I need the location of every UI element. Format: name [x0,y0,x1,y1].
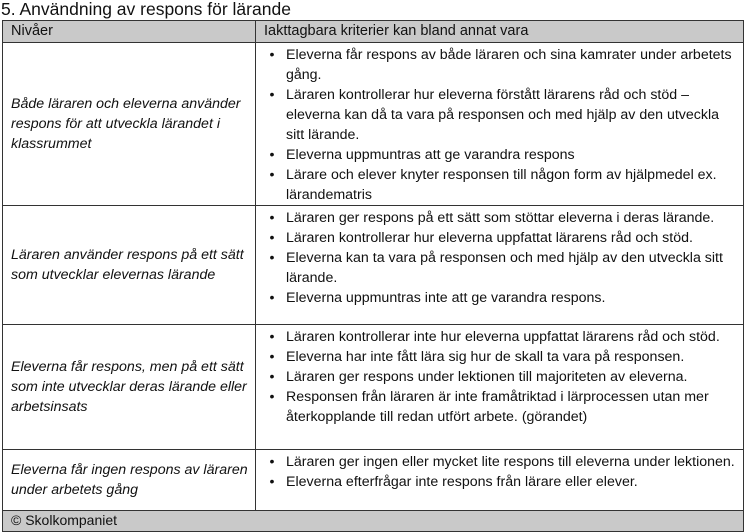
bullet-icon: • [269,210,275,226]
footer-row [3,511,744,532]
criteria-list [256,450,743,492]
bullet-icon: • [269,47,275,63]
level-cell: Eleverna får ingen respons av läraren under arbetets gång [3,450,256,511]
criteria-item: • Läraren kontrollerar inte hur eleverna uppfattat lärarens råd och stöd. [256,327,737,347]
header-criteria: Iakttagbara kriterier kan bland annat vara [256,21,744,43]
table-header-row [3,21,744,43]
criteria-item: • Läraren ger respons på ett sätt som stöttar eleverna i deras lärande. [256,208,737,228]
level-cell: Eleverna får respons, men på ett sätt som inte utvecklar deras lärande eller arbetsinsats [3,325,256,450]
criteria-item: • Eleverna uppmuntras att ge varandra respons [256,145,737,165]
criteria-cell [256,206,744,325]
criteria-item: • Eleverna har inte fått lära sig hur de skall ta vara på responsen. [256,347,737,367]
bullet-icon: • [269,389,275,405]
criteria-cell [256,450,744,511]
bullet-icon: • [269,290,275,306]
table-row [3,325,744,450]
bullet-icon: • [269,474,275,490]
level-cell: Läraren använder respons på ett sätt som utvecklar elevernas lärande [3,206,256,325]
bullet-icon: • [269,454,275,470]
criteria-item: • Läraren kontrollerar hur eleverna förstått lärarens råd och stöd – eleverna kan då ta vara på responsen och med hjälp av den utveckla sitt lärande. [256,85,737,145]
bullet-icon: • [269,349,275,365]
bullet-icon: • [269,147,275,163]
criteria-cell [256,43,744,206]
criteria-item: • Läraren kontrollerar hur eleverna uppfattat lärarens råd och stöd. [256,228,737,248]
criteria-list [256,43,743,205]
criteria-item: • Eleverna kan ta vara på responsen och med hjälp av den utveckla sitt lärande. [256,248,737,288]
page-title: 5. Användning av respons för lärande [1,0,291,19]
bullet-icon: • [269,230,275,246]
rubric-table [2,20,744,532]
criteria-item: • Eleverna uppmuntras inte att ge varandra respons. [256,288,737,308]
criteria-list [256,206,743,308]
criteria-item: • Eleverna efterfrågar inte respons från lärare eller elever. [256,472,737,492]
table-row [3,43,744,206]
bullet-icon: • [269,250,275,266]
criteria-item: • Läraren ger respons under lektionen till majoriteten av eleverna. [256,367,737,387]
header-levels: Nivåer [3,21,256,43]
bullet-icon: • [269,369,275,385]
criteria-list [256,325,743,427]
bullet-icon: • [269,167,275,183]
criteria-item: • Eleverna får respons av både läraren och sina kamrater under arbetets gång. [256,45,737,85]
bullet-icon: • [269,329,275,345]
copyright-notice: © Skolkompaniet [3,511,744,532]
criteria-item: • Responsen från läraren är inte framåtriktad i lärprocessen utan mer återkopplande till redan utfört arbete. (görandet) [256,387,737,427]
bullet-icon: • [269,87,275,103]
criteria-item: • Lärare och elever knyter responsen till någon form av hjälpmedel ex. lärandematris [256,165,737,205]
level-cell: Både läraren och eleverna använder respons för att utveckla lärandet i klassrummet [3,43,256,206]
criteria-cell [256,325,744,450]
criteria-item: • Läraren ger ingen eller mycket lite respons till eleverna under lektionen. [256,452,737,472]
table-row [3,206,744,325]
table-row [3,450,744,511]
